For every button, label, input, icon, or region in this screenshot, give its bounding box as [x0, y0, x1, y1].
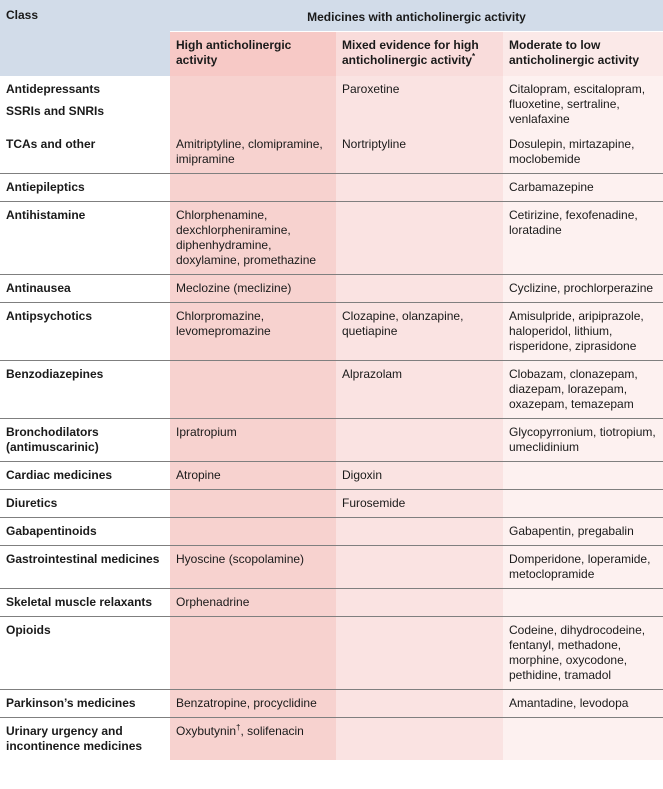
row-mixed [336, 518, 503, 546]
table-row [0, 617, 663, 690]
row-moderate [503, 490, 663, 518]
row-high: Hyoscine (scopolamine) [170, 546, 336, 589]
row-class: Antipsychotics [0, 303, 170, 361]
header-mixed [336, 31, 503, 76]
row-mixed: Digoxin [336, 462, 503, 490]
table-row [0, 419, 663, 462]
row-class: Opioids [0, 617, 170, 690]
row-high: Meclozine (meclizine) [170, 275, 336, 303]
table-row [0, 275, 663, 303]
header-moderate: Moderate to low anticholinergic activity [503, 31, 663, 76]
row-class: Antiepileptics [0, 174, 170, 202]
header-medicines-span: Medicines with anticholinergic activity [170, 0, 663, 31]
row-class: Skeletal muscle relaxants [0, 589, 170, 617]
row-class: Cardiac medicines [0, 462, 170, 490]
table-row [0, 589, 663, 617]
row-high-footnote-mark: † [236, 723, 241, 732]
table-row [0, 462, 663, 490]
row-moderate: Amantadine, levodopa [503, 690, 663, 718]
row-mixed [336, 718, 503, 761]
row-mixed [336, 617, 503, 690]
row-moderate [503, 718, 663, 761]
row-moderate: Dosulepin, mirtazapine, moclobemide [503, 133, 663, 174]
row-class: Antinausea [0, 275, 170, 303]
row-mixed [336, 419, 503, 462]
row-moderate: Citalopram, escitalopram, fluoxetine, sertraline, venlafaxine [503, 76, 663, 133]
row-high [170, 718, 336, 761]
header-class: Class [0, 0, 170, 76]
row-class: Diuretics [0, 490, 170, 518]
row-moderate: Amisulpride, aripiprazole, haloperidol, lithium, risperidone, ziprasidone [503, 303, 663, 361]
table-row [0, 718, 663, 761]
table-row [0, 76, 663, 133]
row-high [170, 174, 336, 202]
row-moderate [503, 589, 663, 617]
row-mixed [336, 174, 503, 202]
row-high: Benzatropine, procyclidine [170, 690, 336, 718]
row-high [170, 361, 336, 419]
row-class: Gabapentinoids [0, 518, 170, 546]
row-class: Benzodiazepines [0, 361, 170, 419]
row-mixed: Alprazolam [336, 361, 503, 419]
row-moderate: Cetirizine, fexofenadine, loratadine [503, 202, 663, 275]
table-row [0, 518, 663, 546]
row-high [170, 518, 336, 546]
row-moderate: Gabapentin, pregabalin [503, 518, 663, 546]
row-moderate: Carbamazepine [503, 174, 663, 202]
row-class [0, 76, 170, 133]
row-mixed [336, 690, 503, 718]
row-high [170, 617, 336, 690]
row-moderate: Domperidone, loperamide, metoclopramide [503, 546, 663, 589]
header-mixed-label: Mixed evidence for high anticholinergic activity [342, 37, 479, 67]
row-mixed: Furosemide [336, 490, 503, 518]
table-row [0, 690, 663, 718]
row-class: Bronchodilators (antimuscarinic) [0, 419, 170, 462]
row-moderate: Glycopyrronium, tiotropium, umeclidinium [503, 419, 663, 462]
row-high [170, 76, 336, 133]
row-high: Atropine [170, 462, 336, 490]
row-moderate: Codeine, dihydrocodeine, fentanyl, methadone, morphine, oxycodone, pethidine, tramadol [503, 617, 663, 690]
table-row [0, 546, 663, 589]
row-moderate [503, 462, 663, 490]
row-class-label: Antidepressants [6, 82, 101, 96]
row-high: Chlorpromazine, levomepromazine [170, 303, 336, 361]
row-moderate: Clobazam, clonazepam, diazepam, lorazepam, oxazepam, temazepam [503, 361, 663, 419]
table-row [0, 202, 663, 275]
row-high: Orphenadrine [170, 589, 336, 617]
row-class: Gastrointestinal medicines [0, 546, 170, 589]
table-row [0, 490, 663, 518]
row-mixed [336, 589, 503, 617]
row-subclass-label: SSRIs and SNRIs [6, 104, 105, 118]
header-mixed-footnote-mark: * [472, 51, 476, 61]
row-high-drug: Oxybutynin [176, 724, 237, 738]
row-high: Amitriptyline, clomipramine, imipramine [170, 133, 336, 174]
row-moderate: Cyclizine, prochlorperazine [503, 275, 663, 303]
row-mixed: Nortriptyline [336, 133, 503, 174]
row-class: TCAs and other [0, 133, 170, 174]
row-class: Antihistamine [0, 202, 170, 275]
row-high: Chlorphenamine, dexchlorpheniramine, diphenhydramine, doxylamine, promethazine [170, 202, 336, 275]
table-row [0, 174, 663, 202]
table-row [0, 303, 663, 361]
row-class: Urinary urgency and incontinence medicines [0, 718, 170, 761]
row-mixed [336, 275, 503, 303]
row-mixed: Clozapine, olanzapine, quetiapine [336, 303, 503, 361]
row-mixed [336, 546, 503, 589]
row-high-rest: , solifenacin [240, 724, 304, 738]
row-high [170, 490, 336, 518]
row-mixed: Paroxetine [336, 76, 503, 133]
table-row [0, 361, 663, 419]
table-row [0, 133, 663, 174]
row-high: Ipratropium [170, 419, 336, 462]
row-mixed [336, 202, 503, 275]
header-high: High anticholinergic activity [170, 31, 336, 76]
row-class: Parkinson’s medicines [0, 690, 170, 718]
